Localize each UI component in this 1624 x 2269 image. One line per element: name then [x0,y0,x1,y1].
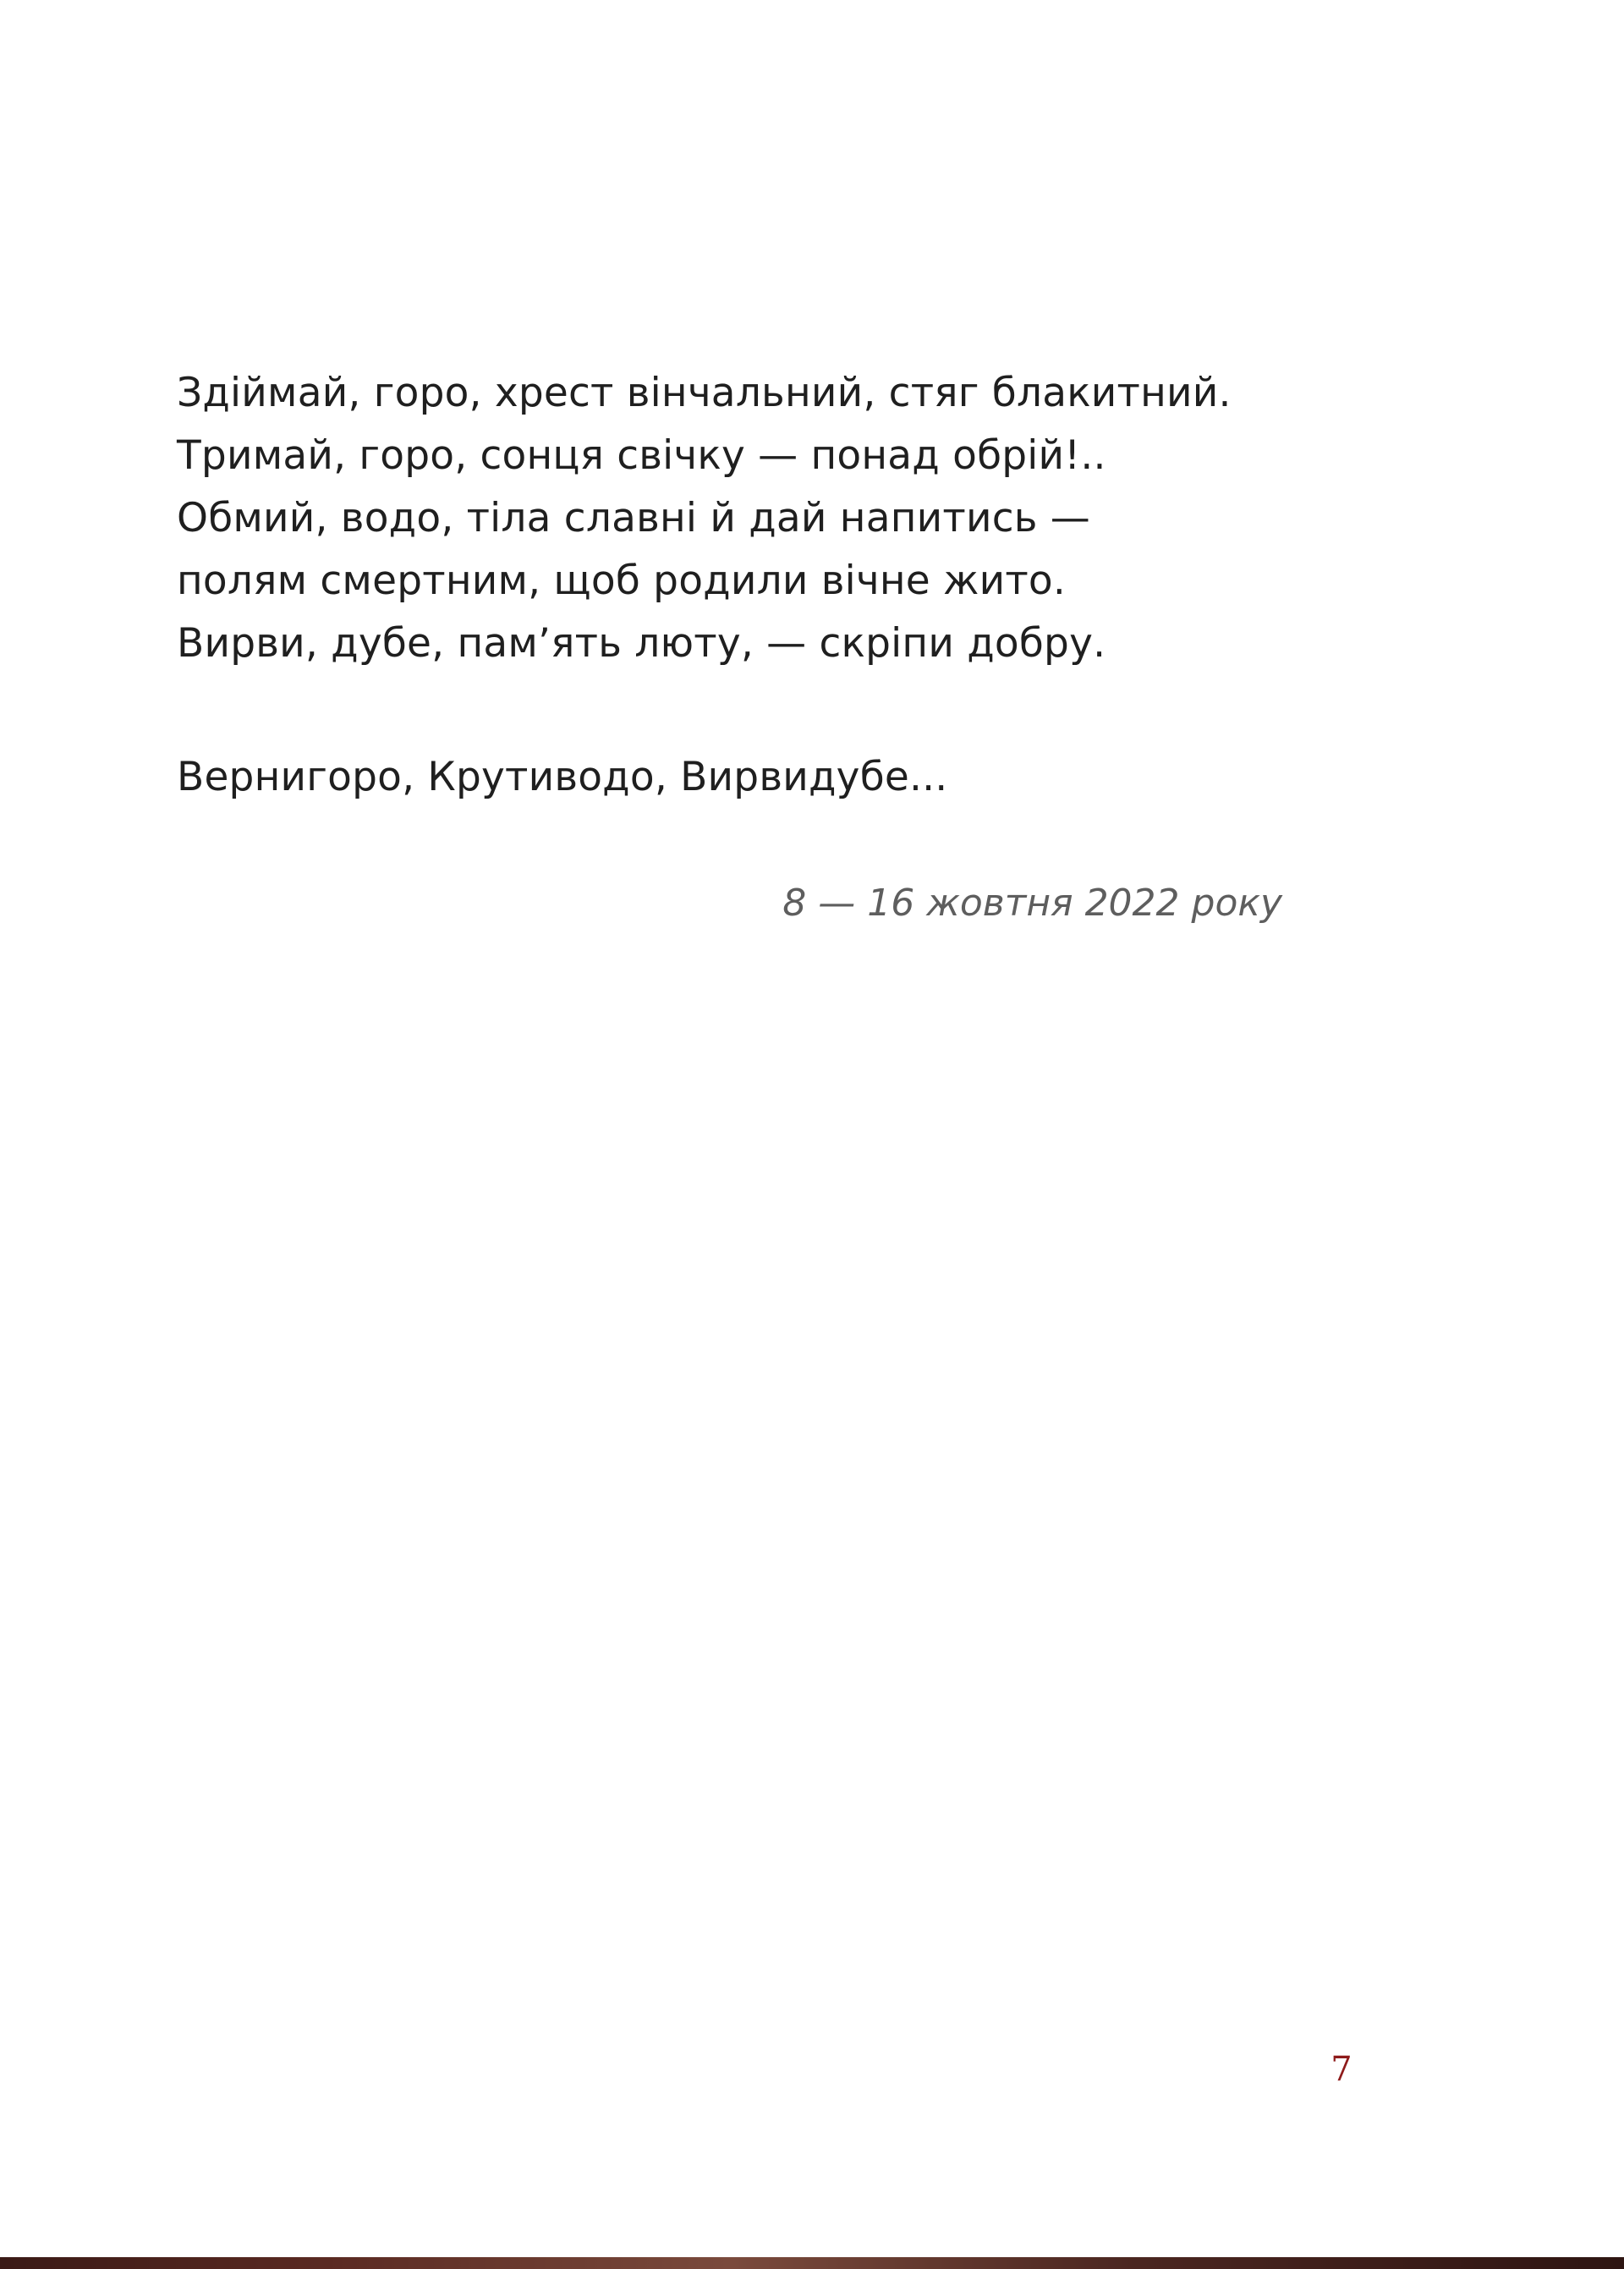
poem-line: Тримай, горо, сонця свічку — понад обрій!.. [177,432,1106,479]
poem-line: полям смертним, щоб родили вічне жито. [177,558,1067,604]
poem-line: Обмий, водо, тіла славні й дай напитись — [177,495,1090,541]
next-page-edge [0,2257,1624,2269]
poem-line: Здіймай, горо, хрест вінчальний, стяг блакитний. [177,370,1232,416]
poem-date: 8 — 16 жовтня 2022 року [782,882,1282,925]
poem-refrain: Вернигоро, Крутиводо, Вирвидубе... [177,754,948,800]
stanza [177,362,1446,675]
poem-body [177,362,1446,675]
page-number: 7 [1330,2050,1352,2089]
poem-line: Вирви, дубе, пам’ять люту, — скріпи добру. [177,620,1106,667]
